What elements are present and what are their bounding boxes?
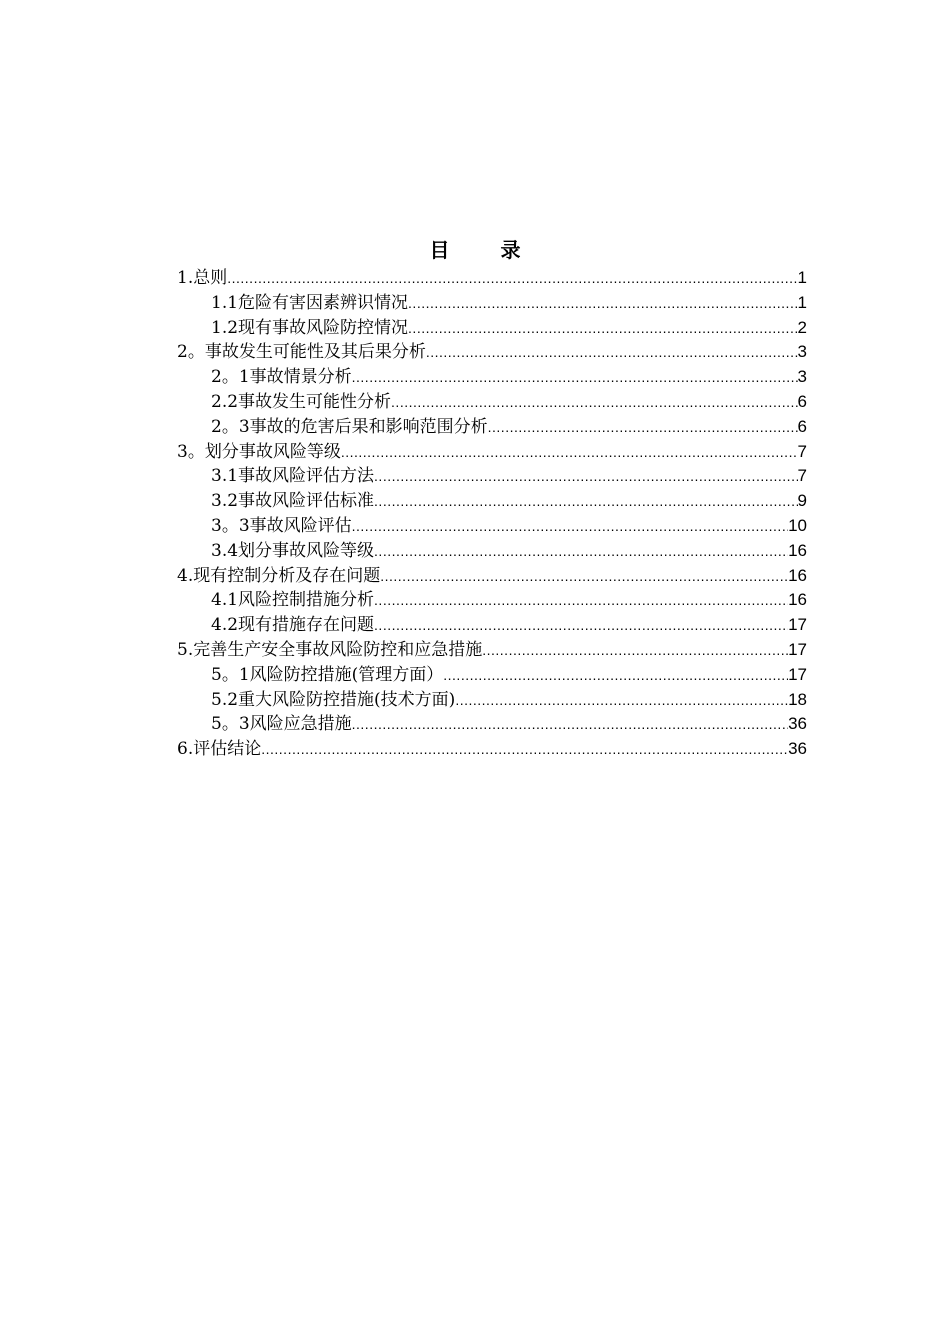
toc-entry-label: 3.1事故风险评估方法 [211,466,375,487]
toc-entry [177,316,807,341]
toc-page-number: 1 [797,292,807,312]
toc-entry-label: 1.2现有事故风险防控情况 [211,317,409,338]
toc-entry [177,638,807,663]
toc-entry-label: 2。1事故情景分析 [211,367,352,388]
toc-page-number: 6 [797,416,807,436]
toc-entry [177,365,807,390]
toc-entry [177,588,807,613]
toc-dot-leader [391,390,797,415]
toc-entry-label: 5。1风险防控措施(管理方面） [211,664,444,685]
toc-entry [177,514,807,539]
toc-entry [177,737,807,762]
toc-entry-label: 1.1危险有害因素辨识情况 [211,292,409,313]
toc-dot-leader [352,514,788,539]
toc-title: 目 录 [429,238,543,262]
toc-entry-label: 2。3事故的危害后果和影响范围分析 [211,416,488,437]
toc-page-number: 3 [797,367,807,387]
toc-entry-label: 2.2事故发生可能性分析 [211,391,392,412]
toc-dot-leader [380,564,788,589]
toc-entry [177,291,807,316]
toc-entry-label: 3。3事故风险评估 [211,515,352,536]
toc-page-number: 9 [797,491,807,511]
toc-dot-leader [374,464,797,489]
toc-entry [177,712,807,737]
toc-entry [177,489,807,514]
toc-dot-leader [374,613,788,638]
toc-entry-label: 5。3风险应急措施 [211,714,352,735]
toc-entry [177,440,807,465]
toc-dot-leader [443,663,788,688]
toc-entry [177,613,807,638]
toc-page-number: 10 [788,515,807,535]
toc-page-number: 2 [797,317,807,337]
toc-entry [177,564,807,589]
toc-dot-leader [408,316,797,341]
toc-entry-label: 3。划分事故风险等级 [177,441,341,462]
toc-page-number: 3 [797,342,807,362]
toc-dot-leader [261,737,788,762]
toc-page-number: 16 [788,565,807,585]
toc-page-number: 36 [788,739,807,759]
toc-page-number: 7 [797,441,807,461]
toc-entry [177,390,807,415]
toc-entry-label: 3.4划分事故风险等级 [211,540,375,561]
toc-page-number: 7 [797,466,807,486]
toc-dot-leader [482,638,788,663]
toc-entry-label: 6.评估结论 [177,739,262,760]
toc-entry-label: 4.现有控制分析及存在问题 [177,565,381,586]
toc-dot-leader [227,266,797,291]
toc-entry [177,415,807,440]
toc-page-number: 16 [788,590,807,610]
toc-entry [177,464,807,489]
toc-entry-label: 5.完善生产安全事故风险防控和应急措施 [177,639,483,660]
toc-entry-label: 4.1风险控制措施分析 [211,590,375,611]
toc-page-number: 17 [788,615,807,635]
toc-entry-label: 3.2事故风险评估标准 [211,491,375,512]
toc-page-number: 1 [797,268,807,287]
toc-entry [177,539,807,564]
toc-entry-label: 5.2重大风险防控措施(技术方面) [211,689,456,710]
toc-dot-leader [352,712,788,737]
toc-dot-leader [374,588,788,613]
toc-dot-leader [374,489,797,514]
toc-entry-label: 4.2现有措施存在问题 [211,615,375,636]
toc-dot-leader [374,539,788,564]
toc-page-number: 17 [788,664,807,684]
toc-entry [177,340,807,365]
toc-page-number: 36 [788,714,807,734]
toc-entry [177,688,807,713]
toc-dot-leader [426,340,798,365]
toc-dot-leader [408,291,797,316]
toc-page-number: 17 [788,639,807,659]
toc-page-number: 18 [788,689,807,709]
toc-dot-leader [455,688,788,713]
toc-dot-leader [488,415,798,440]
toc-page-number: 16 [788,540,807,560]
toc-entry [177,663,807,688]
table-of-contents [177,266,807,762]
toc-entry-label: 2。事故发生可能性及其后果分析 [177,342,426,363]
toc-page-number: 6 [797,391,807,411]
toc-entry-label: 1.总则 [177,268,228,288]
toc-dot-leader [341,440,798,465]
toc-dot-leader [352,365,798,390]
toc-entry [177,266,807,291]
